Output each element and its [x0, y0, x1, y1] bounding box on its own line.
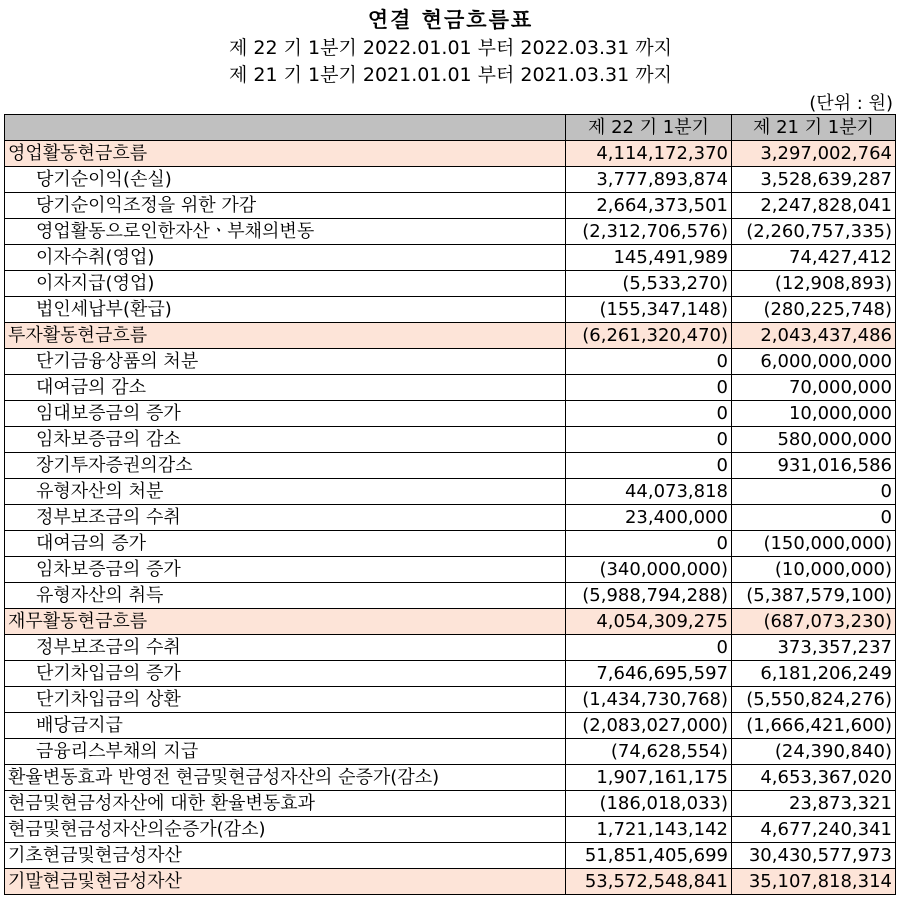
row-label: 단기차입금의 증가 [5, 661, 566, 687]
table-body [5, 141, 896, 895]
current-value: (6,261,320,470) [566, 323, 732, 349]
section-row [5, 323, 896, 349]
row-label: 단기금융상품의 처분 [5, 349, 566, 375]
current-value: 1,907,161,175 [566, 765, 732, 791]
row-label: 기말현금및현금성자산 [5, 869, 566, 895]
row-label: 대여금의 감소 [5, 375, 566, 401]
prior-value: 23,873,321 [732, 791, 896, 817]
current-value: 3,777,893,874 [566, 167, 732, 193]
current-value: (74,628,554) [566, 739, 732, 765]
current-value: (5,988,794,288) [566, 583, 732, 609]
row-label: 금융리스부채의 지급 [5, 739, 566, 765]
table-row [5, 271, 896, 297]
current-value: 0 [566, 375, 732, 401]
prior-value: (280,225,748) [732, 297, 896, 323]
current-value: 0 [566, 349, 732, 375]
row-label: 정부보조금의 수취 [5, 505, 566, 531]
current-value: 44,073,818 [566, 479, 732, 505]
column-header-current: 제 22 기 1분기 [566, 115, 732, 141]
table-row [5, 661, 896, 687]
prior-value: 35,107,818,314 [732, 869, 896, 895]
table-row [5, 453, 896, 479]
table-row [5, 557, 896, 583]
column-header-prior: 제 21 기 1분기 [732, 115, 896, 141]
table-row [5, 193, 896, 219]
current-value: 2,664,373,501 [566, 193, 732, 219]
current-value: 0 [566, 453, 732, 479]
table-row [5, 687, 896, 713]
row-label: 임차보증금의 증가 [5, 557, 566, 583]
statement-title: 연결 현금흐름표 [367, 8, 534, 32]
current-value: (5,533,270) [566, 271, 732, 297]
table-row [5, 583, 896, 609]
prior-value: (687,073,230) [732, 609, 896, 635]
current-value: (186,018,033) [566, 791, 732, 817]
prior-value: 4,653,367,020 [732, 765, 896, 791]
row-label: 대여금의 증가 [5, 531, 566, 557]
prior-value: (5,550,824,276) [732, 687, 896, 713]
current-value: 0 [566, 427, 732, 453]
table-row [5, 817, 896, 843]
row-label: 임대보증금의 증가 [5, 401, 566, 427]
table-row [5, 167, 896, 193]
prior-value: 30,430,577,973 [732, 843, 896, 869]
current-value: (2,083,027,000) [566, 713, 732, 739]
prior-value: (5,387,579,100) [732, 583, 896, 609]
row-label: 현금및현금성자산에 대한 환율변동효과 [5, 791, 566, 817]
table-row [5, 401, 896, 427]
prior-value: 2,247,828,041 [732, 193, 896, 219]
section-row [5, 869, 896, 895]
table-row [5, 427, 896, 453]
row-label: 단기차입금의 상환 [5, 687, 566, 713]
prior-value: 4,677,240,341 [732, 817, 896, 843]
current-value: 0 [566, 401, 732, 427]
row-label: 임차보증금의 감소 [5, 427, 566, 453]
current-value: 0 [566, 531, 732, 557]
row-label: 영업활동현금흐름 [5, 141, 566, 167]
row-label: 유형자산의 처분 [5, 479, 566, 505]
prior-value: 373,357,237 [732, 635, 896, 661]
table-row [5, 297, 896, 323]
prior-value: (150,000,000) [732, 531, 896, 557]
row-label: 이자지급(영업) [5, 271, 566, 297]
table-row [5, 713, 896, 739]
table-row [5, 531, 896, 557]
current-value: 51,851,405,699 [566, 843, 732, 869]
row-label: 재무활동현금흐름 [5, 609, 566, 635]
prior-value: 74,427,412 [732, 245, 896, 271]
current-value: 4,114,172,370 [566, 141, 732, 167]
table-row [5, 375, 896, 401]
current-value: (340,000,000) [566, 557, 732, 583]
prior-value: 0 [732, 479, 896, 505]
prior-value: 10,000,000 [732, 401, 896, 427]
table-row [5, 349, 896, 375]
column-header-label [5, 115, 566, 141]
table-row [5, 765, 896, 791]
current-value: 53,572,548,841 [566, 869, 732, 895]
prior-value: (10,000,000) [732, 557, 896, 583]
prior-value: (1,666,421,600) [732, 713, 896, 739]
table-row [5, 843, 896, 869]
prior-period: 제 21 기 1분기 2021.01.01 부터 2021.03.31 까지 [229, 64, 672, 86]
section-row [5, 609, 896, 635]
section-row [5, 141, 896, 167]
table-row [5, 479, 896, 505]
prior-value: 3,297,002,764 [732, 141, 896, 167]
table-row [5, 505, 896, 531]
prior-value: 0 [732, 505, 896, 531]
table-row [5, 219, 896, 245]
table-row [5, 739, 896, 765]
table-header-row [5, 115, 896, 141]
table-row [5, 245, 896, 271]
row-label: 투자활동현금흐름 [5, 323, 566, 349]
prior-value: 2,043,437,486 [732, 323, 896, 349]
current-value: 1,721,143,142 [566, 817, 732, 843]
prior-value: 6,000,000,000 [732, 349, 896, 375]
unit-label: (단위 : 원) [809, 93, 893, 114]
prior-value: 931,016,586 [732, 453, 896, 479]
row-label: 현금및현금성자산의순증가(감소) [5, 817, 566, 843]
current-value: 0 [566, 635, 732, 661]
prior-value: 3,528,639,287 [732, 167, 896, 193]
prior-value: 70,000,000 [732, 375, 896, 401]
current-value: (2,312,706,576) [566, 219, 732, 245]
row-label: 법인세납부(환급) [5, 297, 566, 323]
prior-value: (12,908,893) [732, 271, 896, 297]
current-value: 145,491,989 [566, 245, 732, 271]
cash-flow-table [4, 114, 896, 895]
row-label: 당기순이익조정을 위한 가감 [5, 193, 566, 219]
current-value: 7,646,695,597 [566, 661, 732, 687]
prior-value: 580,000,000 [732, 427, 896, 453]
row-label: 유형자산의 취득 [5, 583, 566, 609]
row-label: 기초현금및현금성자산 [5, 843, 566, 869]
row-label: 이자수취(영업) [5, 245, 566, 271]
current-value: (155,347,148) [566, 297, 732, 323]
row-label: 배당금지급 [5, 713, 566, 739]
row-label: 영업활동으로인한자산ㆍ부채의변동 [5, 219, 566, 245]
prior-value: 6,181,206,249 [732, 661, 896, 687]
row-label: 당기순이익(손실) [5, 167, 566, 193]
row-label: 정부보조금의 수취 [5, 635, 566, 661]
prior-value: (24,390,840) [732, 739, 896, 765]
current-value: 4,054,309,275 [566, 609, 732, 635]
table-row [5, 791, 896, 817]
prior-value: (2,260,757,335) [732, 219, 896, 245]
row-label: 환율변동효과 반영전 현금및현금성자산의 순증가(감소) [5, 765, 566, 791]
current-period: 제 22 기 1분기 2022.01.01 부터 2022.03.31 까지 [229, 37, 672, 59]
table-row [5, 635, 896, 661]
row-label: 장기투자증권의감소 [5, 453, 566, 479]
current-value: (1,434,730,768) [566, 687, 732, 713]
current-value: 23,400,000 [566, 505, 732, 531]
